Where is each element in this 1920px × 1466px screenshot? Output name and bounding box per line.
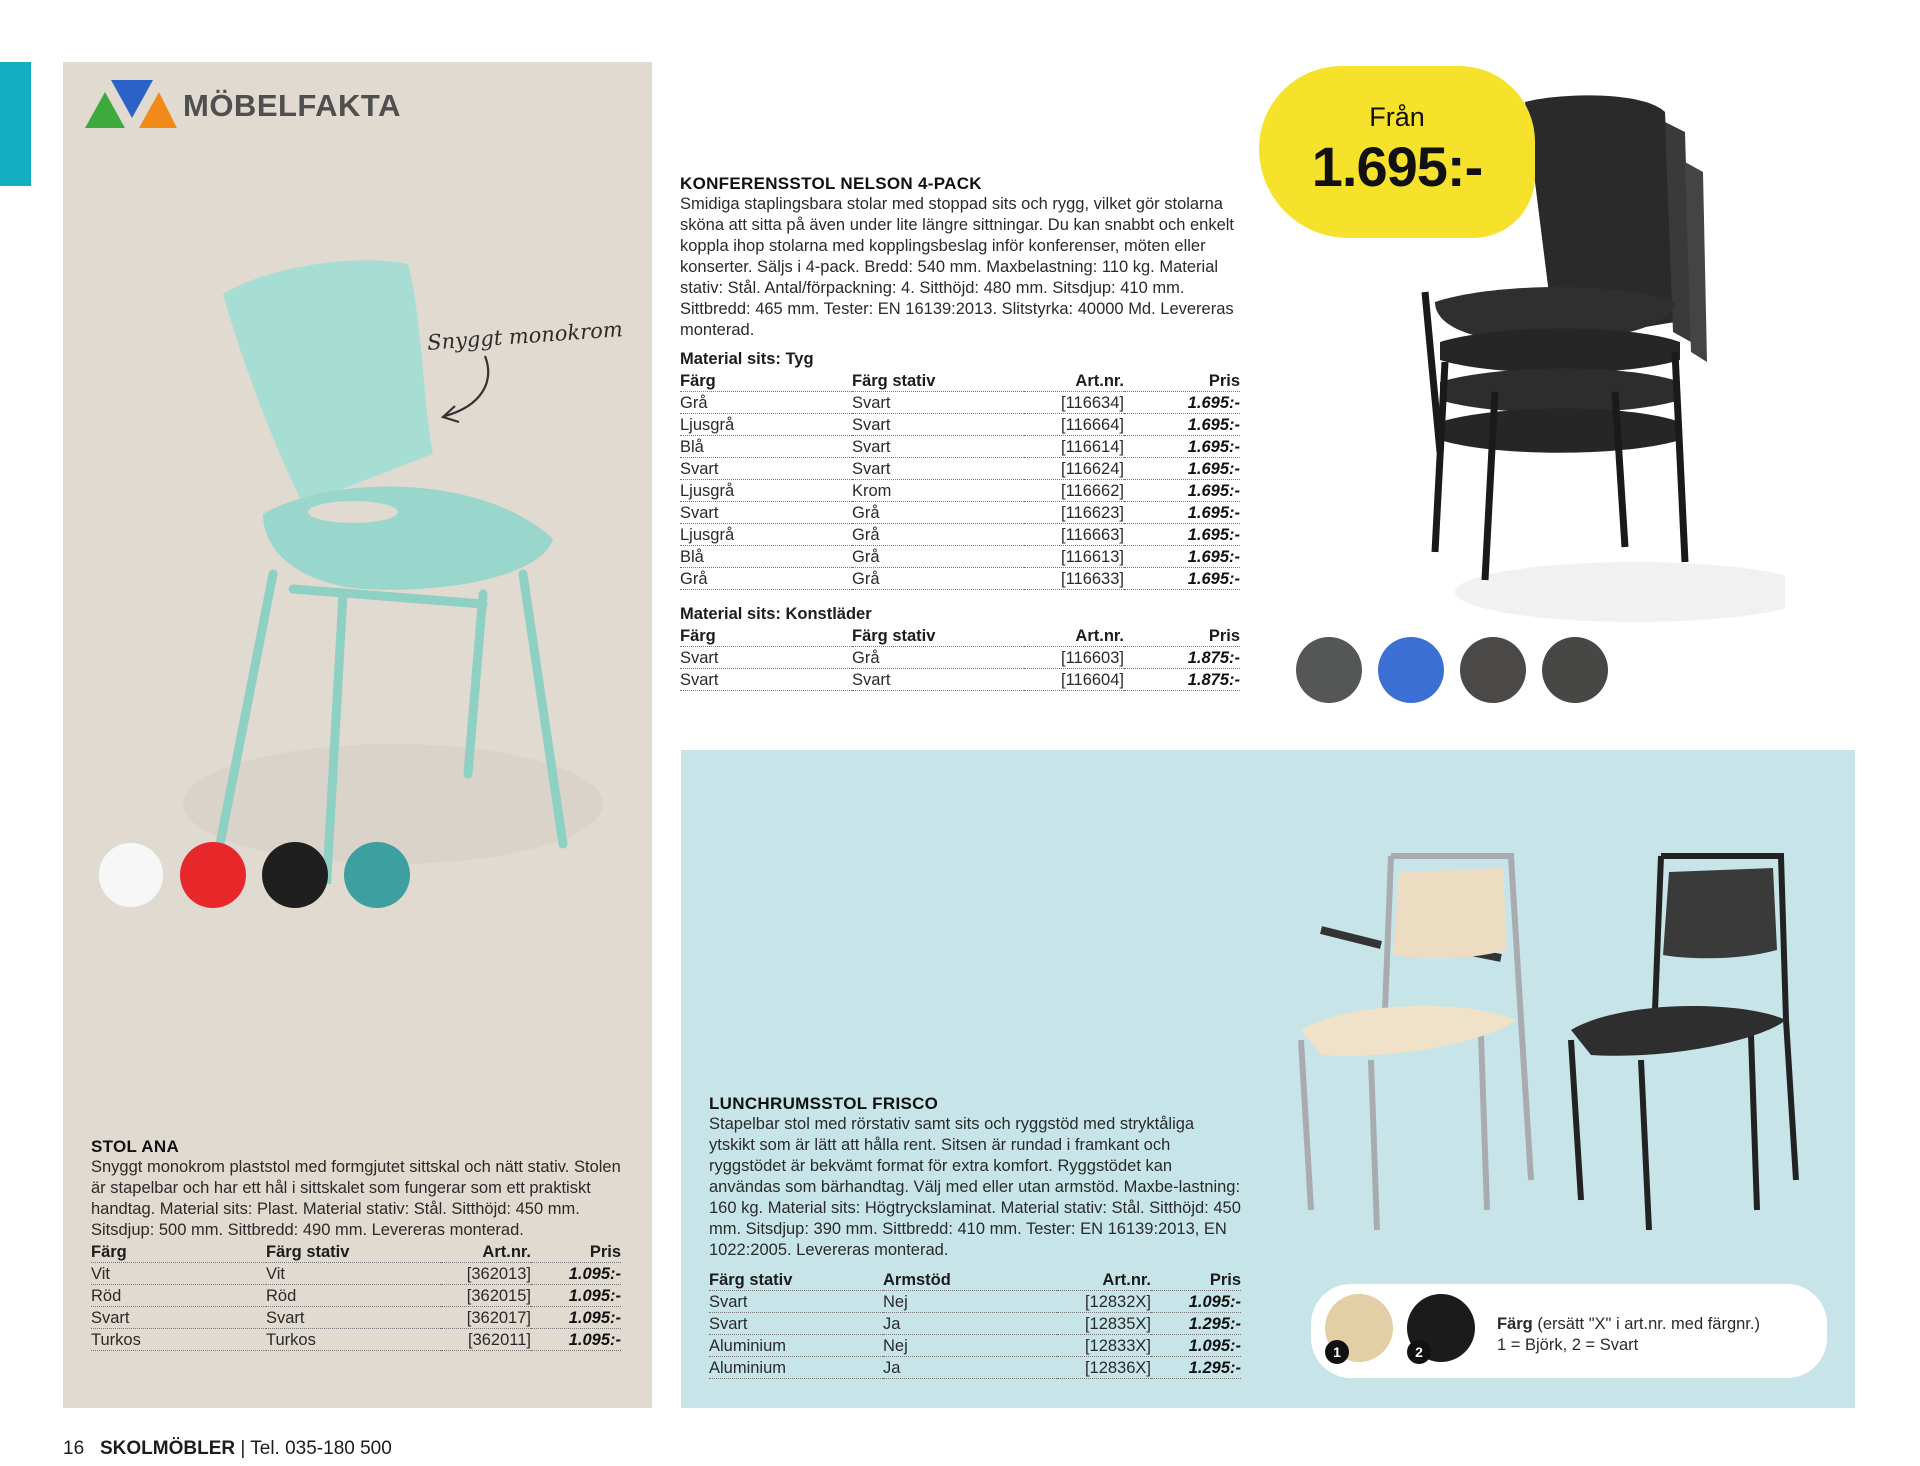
nelson-swatch-blue[interactable] bbox=[1378, 637, 1444, 703]
cell-art: [12832X] bbox=[1057, 1291, 1151, 1313]
cell-color: Ljusgrå bbox=[680, 414, 852, 436]
color-options: 1 = Björk, 2 = Svart bbox=[1497, 1336, 1639, 1354]
cell-price: 1.695:- bbox=[1124, 524, 1240, 546]
cell-art: [362011] bbox=[441, 1329, 531, 1351]
nelson-fabric-heading: Material sits: Tyg bbox=[680, 350, 814, 368]
table-row bbox=[91, 1329, 621, 1351]
table-row bbox=[91, 1307, 621, 1329]
page-number: 16 bbox=[63, 1438, 85, 1459]
cell-price: 1.095:- bbox=[1151, 1291, 1241, 1313]
table-row bbox=[709, 1291, 1241, 1313]
cell-arm: Ja bbox=[883, 1313, 1057, 1335]
brand-logo[interactable] bbox=[85, 80, 401, 132]
table-row bbox=[680, 436, 1240, 458]
cell-art: [12833X] bbox=[1057, 1335, 1151, 1357]
ana-swatch-black[interactable] bbox=[262, 842, 328, 908]
table-header-row bbox=[680, 370, 1240, 392]
section-tab bbox=[0, 62, 31, 186]
col-farg: Färg bbox=[680, 625, 852, 647]
nelson-description: Smidiga staplingsbara stolar med stoppad sits och rygg, vilket gör stolarna sköna att sitta på även under lite längre sittningar. Du kan snabbt och enkelt koppla ihop stolarna med kopplingsbeslag inför konferenser, möten eller konserter. Säljs i 4-pack. Bredd: 540 mm. Maxbelastning: 110 kg. Material stativ: Stål. Antal/förpackning: 4. Sitthöjd: 480 mm. Sitsdjup: 410 mm. Sittbredd: 465 mm. Tester: EN 16139:2013. Slitstyrka: 40000 Md. Levereras monterad. bbox=[680, 195, 1235, 339]
cell-price: 1.695:- bbox=[1124, 480, 1240, 502]
frisco-info bbox=[709, 1094, 1241, 1379]
brand-name: MÖBELFAKTA bbox=[183, 88, 401, 123]
cell-price: 1.695:- bbox=[1124, 392, 1240, 414]
cell-frame: Turkos bbox=[266, 1329, 441, 1351]
cell-frame: Svart bbox=[852, 414, 1024, 436]
ana-chair-image bbox=[183, 244, 623, 884]
phone-number: Tel. 035-180 500 bbox=[250, 1438, 392, 1459]
cell-frame: Svart bbox=[709, 1291, 883, 1313]
ana-swatch-red[interactable] bbox=[180, 842, 246, 908]
cell-price: 1.095:- bbox=[1151, 1335, 1241, 1357]
cell-price: 1.295:- bbox=[1151, 1357, 1241, 1379]
ana-swatch-white[interactable] bbox=[98, 842, 164, 908]
table-row bbox=[680, 480, 1240, 502]
col-farg-stativ: Färg stativ bbox=[709, 1269, 883, 1291]
swatch-number-badge: 1 bbox=[1325, 1340, 1349, 1364]
table-header-row bbox=[91, 1241, 621, 1263]
cell-price: 1.695:- bbox=[1124, 546, 1240, 568]
cell-frame: Aluminium bbox=[709, 1357, 883, 1379]
table-row bbox=[680, 392, 1240, 414]
cell-color: Svart bbox=[680, 502, 852, 524]
cell-price: 1.295:- bbox=[1151, 1313, 1241, 1335]
cell-art: [116623] bbox=[1024, 502, 1124, 524]
table-row bbox=[680, 568, 1240, 590]
cell-art: [116603] bbox=[1024, 647, 1124, 669]
callout-text: Snyggt monokrom bbox=[426, 317, 624, 355]
col-farg-stativ: Färg stativ bbox=[266, 1241, 441, 1263]
nelson-swatch-gray[interactable] bbox=[1296, 637, 1362, 703]
cell-art: [116633] bbox=[1024, 568, 1124, 590]
cell-frame: Röd bbox=[266, 1285, 441, 1307]
cell-color: Grå bbox=[680, 392, 852, 414]
table-row bbox=[709, 1357, 1241, 1379]
cell-frame: Grå bbox=[852, 524, 1024, 546]
col-artnr: Art.nr. bbox=[1024, 370, 1124, 392]
frisco-chairs-image bbox=[1281, 850, 1841, 1230]
nelson-fabric-table bbox=[680, 370, 1240, 590]
cell-art: [116664] bbox=[1024, 414, 1124, 436]
cell-color: Blå bbox=[680, 546, 852, 568]
cell-price: 1.875:- bbox=[1124, 669, 1240, 691]
cell-frame: Grå bbox=[852, 568, 1024, 590]
table-row bbox=[680, 524, 1240, 546]
col-pris: Pris bbox=[531, 1241, 621, 1263]
cell-art: [116662] bbox=[1024, 480, 1124, 502]
cell-color: Blå bbox=[680, 436, 852, 458]
col-pris: Pris bbox=[1124, 625, 1240, 647]
cell-color: Svart bbox=[680, 669, 852, 691]
cell-frame: Vit bbox=[266, 1263, 441, 1285]
cell-price: 1.875:- bbox=[1124, 647, 1240, 669]
cell-price: 1.095:- bbox=[531, 1307, 621, 1329]
cell-price: 1.095:- bbox=[531, 1263, 621, 1285]
cell-art: [362017] bbox=[441, 1307, 531, 1329]
table-row bbox=[709, 1313, 1241, 1335]
ana-price-table bbox=[91, 1241, 621, 1351]
cell-art: [116614] bbox=[1024, 436, 1124, 458]
col-farg: Färg bbox=[91, 1241, 266, 1263]
frisco-panel bbox=[681, 750, 1855, 1408]
cell-arm: Nej bbox=[883, 1291, 1057, 1313]
nelson-title: KONFERENSSTOL NELSON 4-PACK bbox=[680, 174, 982, 193]
cell-price: 1.095:- bbox=[531, 1329, 621, 1351]
cell-frame: Svart bbox=[852, 669, 1024, 691]
cell-arm: Nej bbox=[883, 1335, 1057, 1357]
cell-art: [116613] bbox=[1024, 546, 1124, 568]
table-row bbox=[91, 1285, 621, 1307]
cell-color: Röd bbox=[91, 1285, 266, 1307]
ana-swatch-turquoise[interactable] bbox=[344, 842, 410, 908]
frisco-color-note bbox=[1497, 1314, 1760, 1356]
cell-price: 1.695:- bbox=[1124, 414, 1240, 436]
section-name: SKOLMÖBLER bbox=[99, 1438, 236, 1459]
cell-frame: Grå bbox=[852, 647, 1024, 669]
cell-frame: Aluminium bbox=[709, 1335, 883, 1357]
color-label: Färg bbox=[1497, 1315, 1533, 1333]
col-farg: Färg bbox=[680, 370, 852, 392]
cell-price: 1.695:- bbox=[1124, 436, 1240, 458]
table-row bbox=[709, 1335, 1241, 1357]
color-instruction: (ersätt "X" i art.nr. med färgnr.) bbox=[1532, 1315, 1760, 1333]
table-row bbox=[91, 1263, 621, 1285]
col-farg-stativ: Färg stativ bbox=[852, 625, 1024, 647]
cell-color: Turkos bbox=[91, 1329, 266, 1351]
col-farg-stativ: Färg stativ bbox=[852, 370, 1024, 392]
frisco-price-table bbox=[709, 1269, 1241, 1379]
cell-arm: Ja bbox=[883, 1357, 1057, 1379]
price-from-label: Från bbox=[1369, 102, 1425, 132]
cell-frame: Svart bbox=[852, 458, 1024, 480]
table-row bbox=[680, 458, 1240, 480]
cell-price: 1.095:- bbox=[531, 1285, 621, 1307]
footer-separator: | bbox=[235, 1438, 251, 1459]
cell-price: 1.695:- bbox=[1124, 502, 1240, 524]
nelson-info bbox=[680, 174, 1240, 691]
table-row bbox=[680, 502, 1240, 524]
ana-panel bbox=[63, 62, 652, 1408]
ana-title: STOL ANA bbox=[91, 1137, 180, 1156]
nelson-leather-table bbox=[680, 625, 1240, 691]
cell-art: [12835X] bbox=[1057, 1313, 1151, 1335]
cell-color: Grå bbox=[680, 568, 852, 590]
cell-art: [362015] bbox=[441, 1285, 531, 1307]
frisco-description: Stapelbar stol med rörstativ samt sits och ryggstöd med stryktåliga ytskikt som är lätt att hålla rent. Sitsen är rundad i framkant och ryggstödet är bekvämt format för extra komfort. Ryggstödet kan användas som bärhandtag. Välj med eller utan armstöd. Maxbe-lastning: 160 kg. Material sits: Högtryckslaminat. Material stativ: Stål. Sitthöjd: 450 mm. Sitsdjup: 390 mm. Sittbredd: 410 mm. Tester: EN 16139:2013, EN 1022:2005. Levereras monterad. bbox=[709, 1115, 1241, 1259]
logo-triangles-icon bbox=[85, 80, 177, 132]
cell-color: Svart bbox=[680, 647, 852, 669]
cell-frame: Svart bbox=[852, 392, 1024, 414]
cell-art: [116663] bbox=[1024, 524, 1124, 546]
ana-info bbox=[91, 1137, 621, 1351]
cell-color: Ljusgrå bbox=[680, 524, 852, 546]
col-pris: Pris bbox=[1151, 1269, 1241, 1291]
cell-frame: Svart bbox=[709, 1313, 883, 1335]
frisco-title: LUNCHRUMSSTOL FRISCO bbox=[709, 1094, 939, 1113]
cell-frame: Grå bbox=[852, 502, 1024, 524]
table-row bbox=[680, 546, 1240, 568]
table-row bbox=[680, 414, 1240, 436]
table-header-row bbox=[680, 625, 1240, 647]
cell-art: [116634] bbox=[1024, 392, 1124, 414]
cell-art: [116604] bbox=[1024, 669, 1124, 691]
table-row bbox=[680, 669, 1240, 691]
col-armstod: Armstöd bbox=[883, 1269, 1057, 1291]
cell-color: Svart bbox=[91, 1307, 266, 1329]
cell-frame: Krom bbox=[852, 480, 1024, 502]
cell-color: Vit bbox=[91, 1263, 266, 1285]
swatch-number-badge: 2 bbox=[1407, 1340, 1431, 1364]
table-row bbox=[680, 647, 1240, 669]
col-artnr: Art.nr. bbox=[1057, 1269, 1151, 1291]
cell-frame: Svart bbox=[266, 1307, 441, 1329]
col-artnr: Art.nr. bbox=[1024, 625, 1124, 647]
price-from-value: 1.695:- bbox=[1311, 135, 1483, 198]
cell-color: Svart bbox=[680, 458, 852, 480]
page-footer bbox=[63, 1438, 392, 1460]
col-artnr: Art.nr. bbox=[441, 1241, 531, 1263]
cell-art: [12836X] bbox=[1057, 1357, 1151, 1379]
table-header-row bbox=[709, 1269, 1241, 1291]
cell-price: 1.695:- bbox=[1124, 458, 1240, 480]
price-badge bbox=[1259, 66, 1535, 238]
cell-color: Ljusgrå bbox=[680, 480, 852, 502]
cell-art: [116624] bbox=[1024, 458, 1124, 480]
frisco-color-options bbox=[1311, 1284, 1827, 1378]
cell-price: 1.695:- bbox=[1124, 568, 1240, 590]
nelson-swatch-charcoal[interactable] bbox=[1542, 637, 1608, 703]
nelson-leather-heading: Material sits: Konstläder bbox=[680, 605, 872, 623]
ana-description: Snyggt monokrom plaststol med formgjutet sittskal och nätt stativ. Stolen är stapelbar och har ett hål i sittskalet som fungerar som ett praktiskt handtag. Material sits: Plast. Material stativ: Stål. Sitthöjd: 450 mm. Sitsdjup: 500 mm. Sittbredd: 490 mm. Levereras monterad. bbox=[91, 1158, 621, 1239]
col-pris: Pris bbox=[1124, 370, 1240, 392]
cell-frame: Svart bbox=[852, 436, 1024, 458]
cell-art: [362013] bbox=[441, 1263, 531, 1285]
nelson-swatch-dark-gray[interactable] bbox=[1460, 637, 1526, 703]
cell-frame: Grå bbox=[852, 546, 1024, 568]
